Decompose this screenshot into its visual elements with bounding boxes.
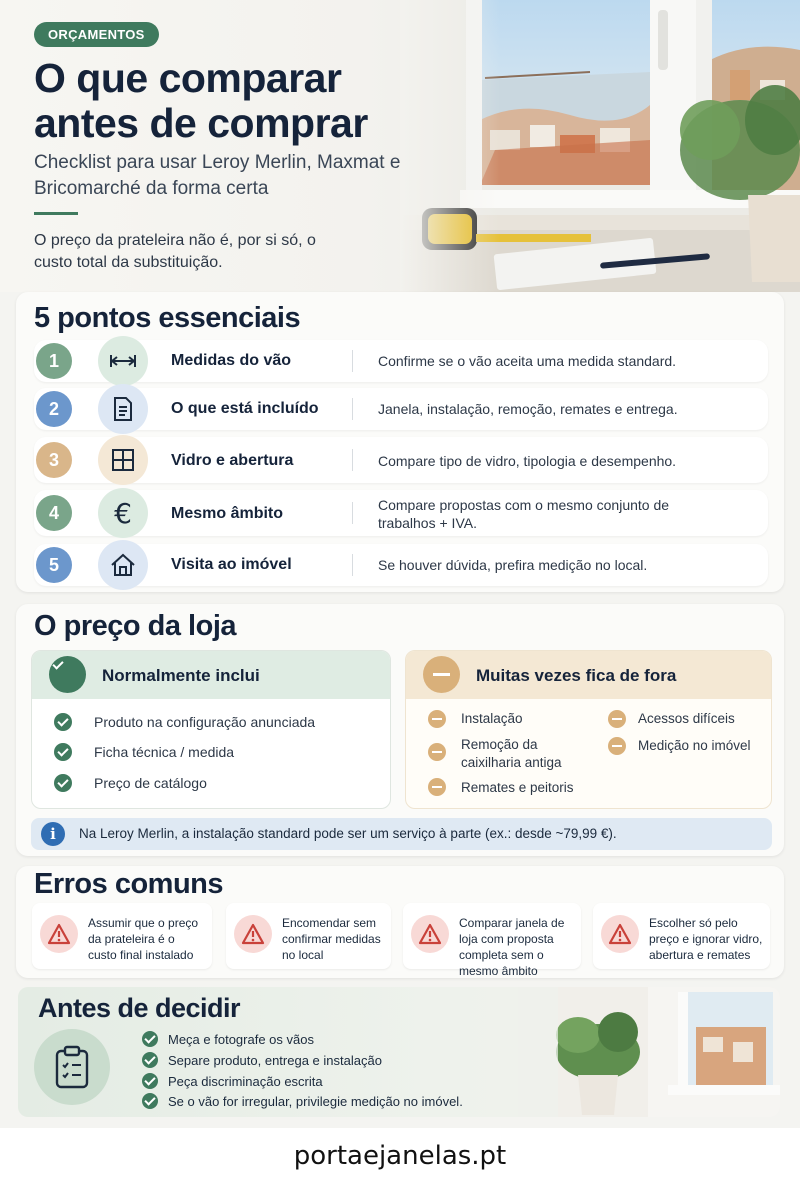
store-title: O preço da loja [34, 610, 236, 642]
check-icon [54, 774, 72, 792]
point-number: 1 [36, 343, 72, 379]
point-row-2 [34, 388, 768, 430]
point-number: 3 [36, 442, 72, 478]
point-row-5 [34, 544, 768, 586]
page-subtitle: Checklist para usar Leroy Merlin, Maxmat e Bricomarché da forma certa [34, 152, 401, 199]
divider [352, 350, 353, 372]
included-item: Ficha técnica / medida [94, 744, 235, 760]
divider [352, 554, 353, 576]
clipboard-icon [34, 1029, 110, 1105]
info-banner [31, 818, 772, 850]
hero-banner [0, 0, 800, 292]
minus-icon [428, 743, 446, 761]
check-icon [142, 1031, 158, 1047]
point-label: O que está incluído [171, 400, 319, 417]
point-label: Mesmo âmbito [171, 505, 284, 522]
point-desc: Janela, instalação, remoção, remates e entrega. [378, 401, 678, 417]
page-title: O que comparar antes de comprar [34, 55, 368, 146]
decide-item: Separe produto, entrega e instalação [168, 1053, 382, 1068]
error-text: Comparar janela de loja com proposta completa sem o mesmo âmbito [459, 916, 565, 978]
euro-icon: € [98, 488, 148, 538]
point-label: Vidro e abertura [171, 452, 294, 469]
decide-item: Peça discriminação escrita [168, 1074, 323, 1089]
window-grid-icon [98, 435, 148, 485]
excluded-item: Remates e peitoris [461, 780, 574, 795]
decide-item: Meça e fotografe os vãos [168, 1032, 314, 1047]
included-item: Preço de catálogo [94, 775, 207, 791]
warning-icon [601, 915, 639, 953]
included-item: Produto na configuração anunciada [94, 714, 316, 730]
check-icon [54, 713, 72, 731]
errors-title: Erros comuns [34, 868, 223, 900]
info-text: Na Leroy Merlin, a instalação standard pode ser um serviço à parte (ex.: desde ~79,99 €). [79, 826, 617, 841]
decide-item: Se o vão for irregular, privilegie medição no imóvel. [168, 1094, 463, 1109]
category-badge: ORÇAMENTOS [34, 22, 159, 47]
point-number: 2 [36, 391, 72, 427]
excluded-item: Acessos difíceis [638, 711, 735, 726]
info-icon: i [41, 822, 65, 846]
error-text: Encomendar sem confirmar medidas no local [282, 916, 381, 962]
included-title: Normalmente inclui [102, 666, 260, 685]
points-title: 5 pontos essenciais [34, 302, 301, 334]
check-icon [54, 743, 72, 761]
divider [352, 502, 353, 524]
decide-section [18, 987, 780, 1117]
point-number: 5 [36, 547, 72, 583]
point-desc: Confirme se o vão aceita uma medida standard. [378, 353, 677, 369]
excluded-box [405, 650, 772, 809]
check-icon [142, 1052, 158, 1068]
point-desc: Compare propostas com o mesmo conjunto de trabalhos + IVA. [378, 497, 670, 531]
minus-icon [608, 737, 626, 755]
point-label: Visita ao imóvel [171, 556, 292, 573]
point-row-3 [34, 437, 768, 483]
warning-icon [40, 915, 78, 953]
excluded-header [406, 651, 771, 699]
divider [352, 449, 353, 471]
error-card-4 [593, 903, 770, 969]
document-icon [98, 384, 148, 434]
divider [352, 398, 353, 420]
excluded-title: Muitas vezes fica de fora [476, 666, 677, 685]
point-desc: Se houver dúvida, prefira medição no local. [378, 557, 648, 573]
minus-circle-icon [423, 656, 460, 693]
check-icon [142, 1093, 158, 1109]
minus-icon [608, 710, 626, 728]
point-row-4 [34, 490, 768, 536]
error-text: Escolher só pelo preço e ignorar vidro, abertura e remates [649, 916, 763, 962]
hero-note: O preço da prateleira não é, por si só, o custo total da substituição. [34, 232, 316, 271]
warning-icon [411, 915, 449, 953]
minus-icon [428, 710, 446, 728]
house-icon [98, 540, 148, 590]
check-circle-icon [49, 656, 86, 693]
excluded-item: Medição no imóvel [638, 738, 751, 753]
error-card-1 [32, 903, 212, 969]
point-row-1 [34, 340, 768, 382]
point-desc: Compare tipo de vidro, tipologia e desempenho. [378, 453, 677, 469]
error-text: Assumir que o preço da prateleira é o custo final instalado [88, 916, 199, 962]
ruler-arrows-icon [98, 336, 148, 386]
included-header [32, 651, 390, 699]
point-label: Medidas do vão [171, 352, 292, 369]
room-photo [518, 987, 780, 1117]
check-icon [142, 1073, 158, 1089]
divider [34, 212, 78, 215]
error-card-3 [403, 903, 581, 978]
error-card-2 [226, 903, 391, 969]
minus-icon [428, 778, 446, 796]
site-footer: portaejanelas.pt [0, 1128, 800, 1185]
warning-icon [234, 915, 272, 953]
point-number: 4 [36, 495, 72, 531]
excluded-item: Instalação [461, 711, 523, 726]
excluded-item: Remoção da caixilharia antiga [461, 737, 562, 770]
included-box [31, 650, 391, 809]
window-photo [400, 0, 800, 292]
decide-title: Antes de decidir [38, 993, 241, 1023]
